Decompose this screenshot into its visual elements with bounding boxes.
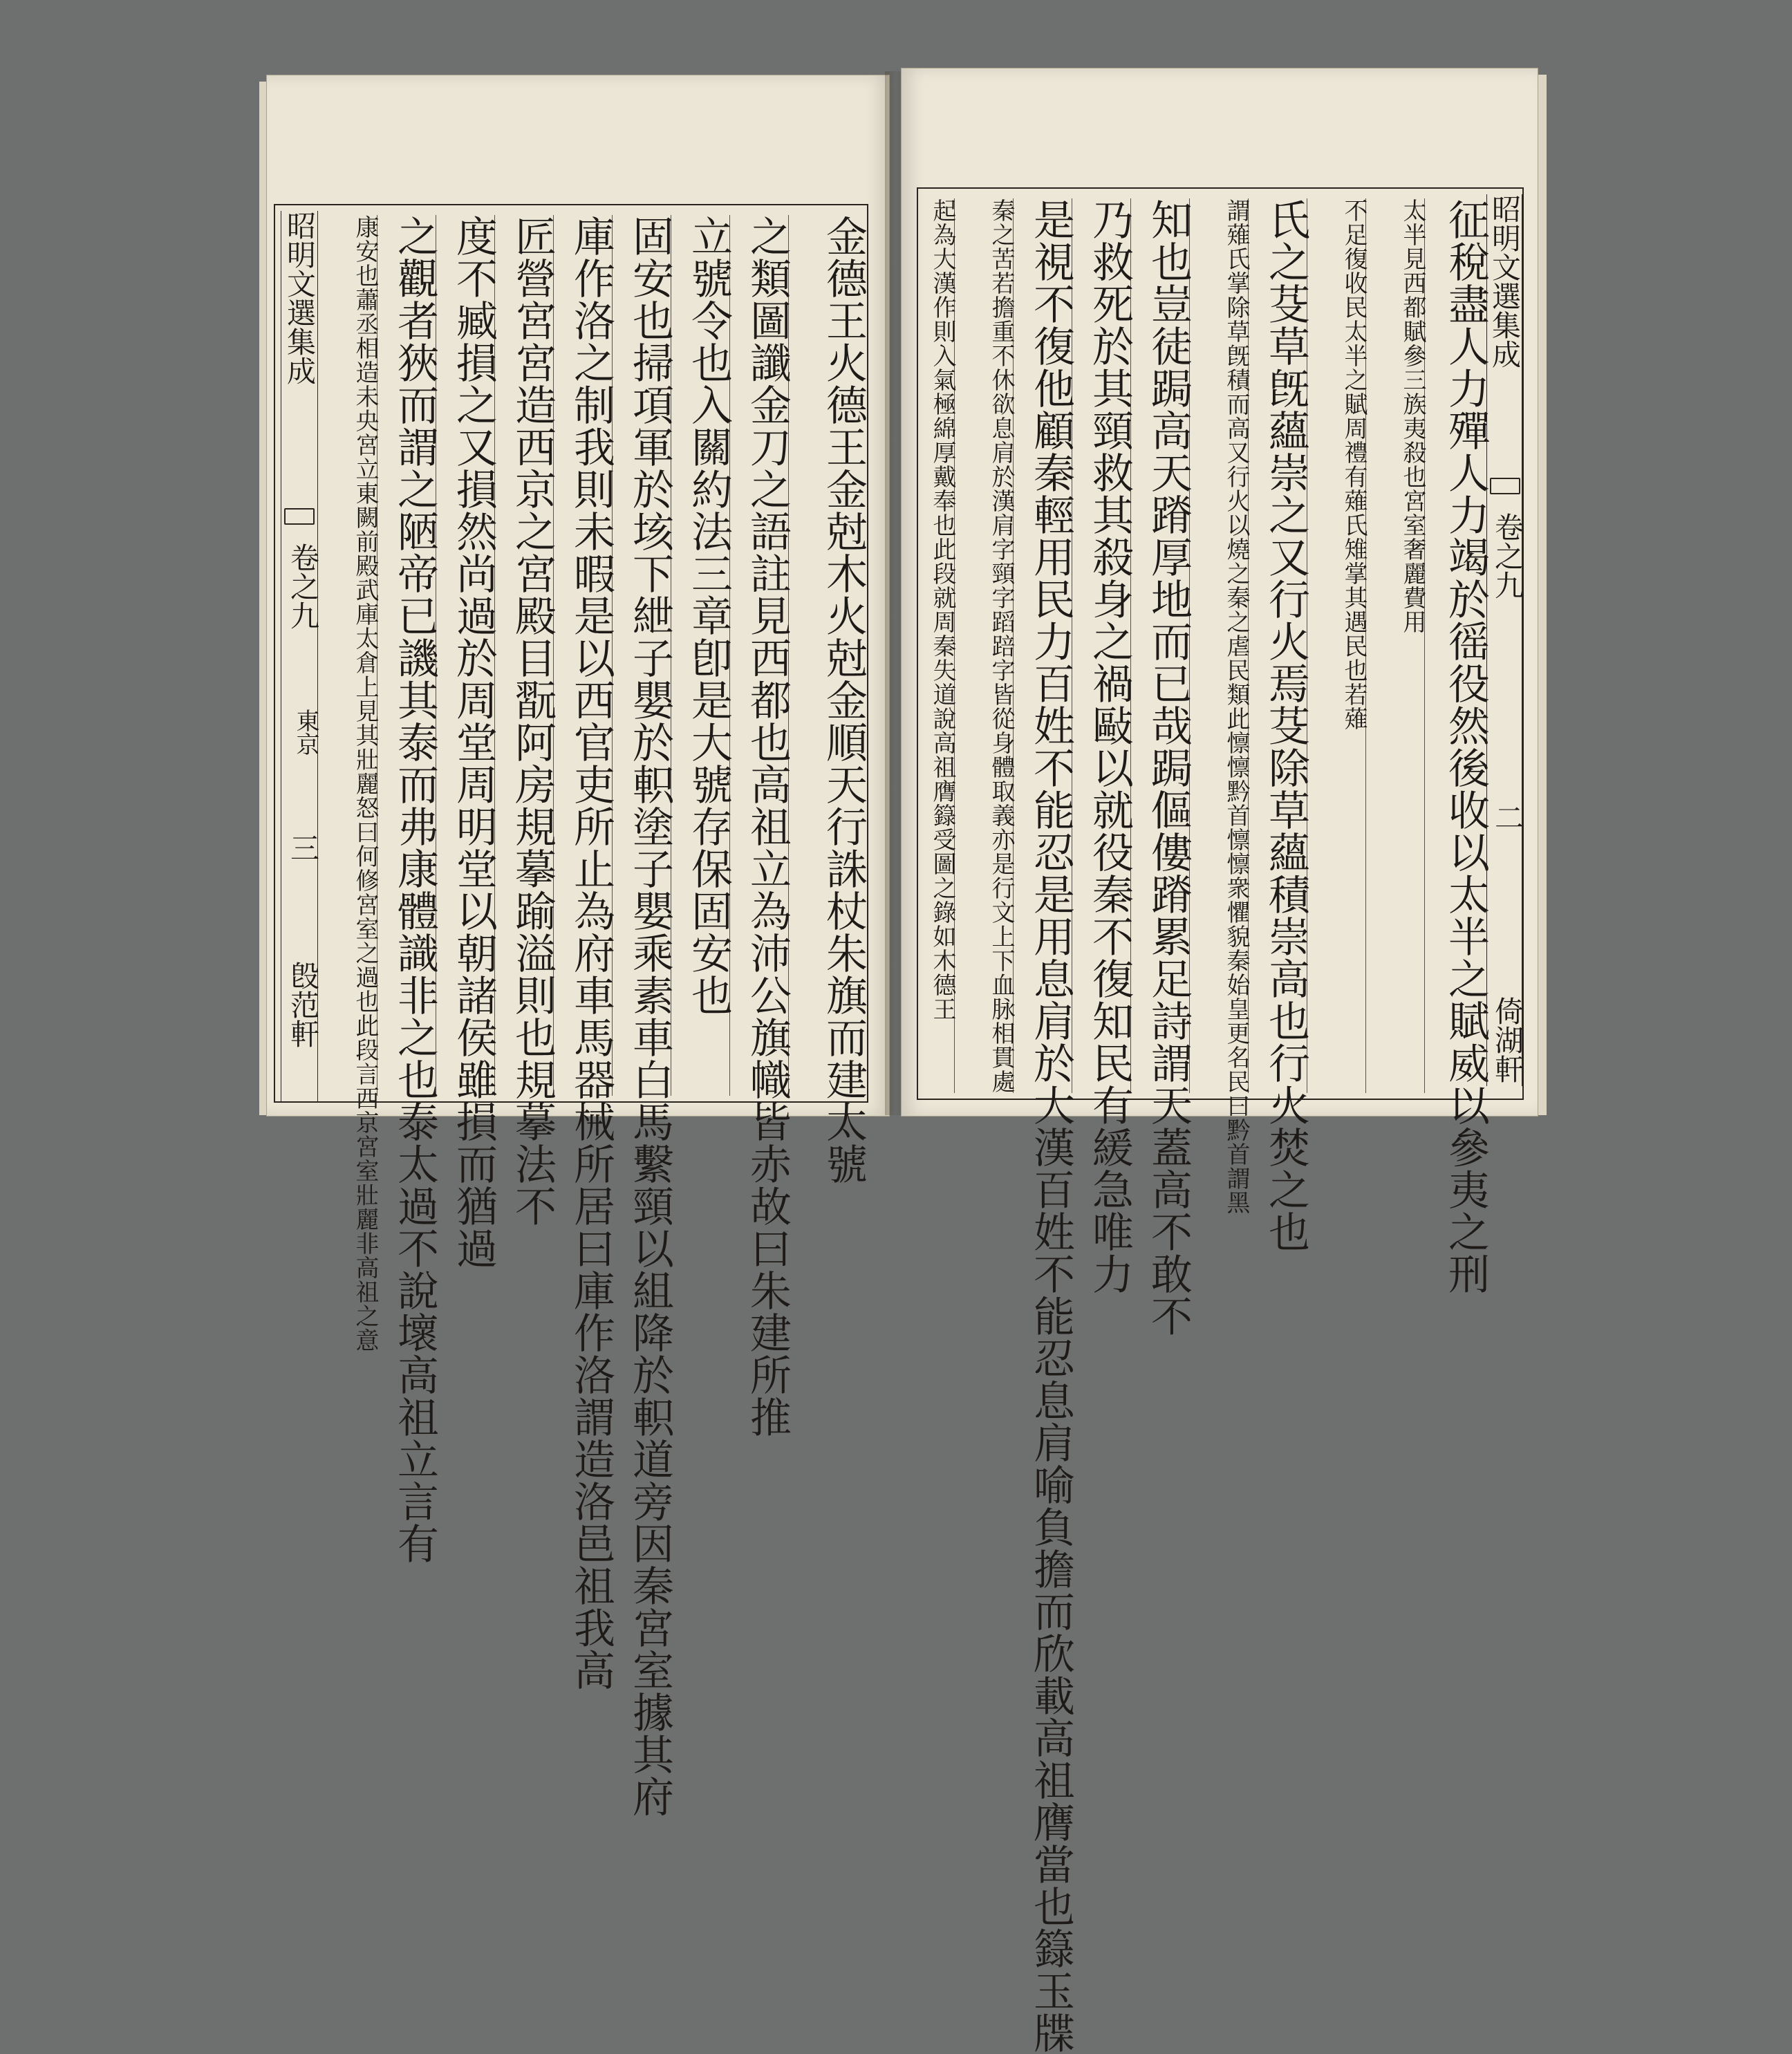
left-column — [494, 215, 557, 1227]
right-page-chapter: 卷之九 — [1491, 512, 1524, 599]
right-page-margin — [1486, 194, 1522, 1086]
right-page-header: 昭明文選集成 — [1488, 194, 1522, 368]
left-column — [612, 215, 674, 1818]
left-column — [377, 215, 439, 1565]
text-column: 起為大漢作則入氣極綿厚戴奉也此段就周秦失道說高祖膺籙受圖之錄如木德王 — [928, 198, 956, 1021]
text-column: 不足復收民太半之賦周禮有薙氏雉掌其遇民也若薙 — [1340, 198, 1368, 731]
text-column: 氏之芟草旣蘊崇之又行火焉芟除草蘊積崇高也行火焚之也 — [1262, 198, 1310, 1253]
fold-mark-icon — [284, 508, 315, 525]
right-page-publisher: 倚湖軒 — [1491, 996, 1524, 1083]
text-column: 庫作洛之制我則未暇是以西官吏所止為府車馬器械所居曰庫作洛謂造洛邑祖我高 — [567, 215, 615, 1691]
text-column: 征稅盡人力殫人力竭於徭役然後收以太半之賦威以參夷之刑 — [1441, 198, 1490, 1295]
right-page — [901, 68, 1538, 2054]
left-column — [553, 215, 615, 1691]
left-page-publisher: 𣪘范軒 — [286, 961, 320, 1048]
right-page-number: 二 — [1491, 803, 1524, 832]
left-page-number: 三 — [286, 833, 320, 862]
fold-mark-icon — [1490, 478, 1520, 494]
left-column — [788, 215, 868, 1185]
text-column: 立號令也入關約法三章卽是大號存保固安也 — [684, 215, 733, 1016]
text-column: 秦之苦若擔重不休欲息肩於漢肩字頸字蹈踣字皆從身體取義亦是行文上下血脉相貫處 — [987, 198, 1015, 1094]
right-column — [1130, 198, 1193, 1337]
right-column — [1424, 198, 1490, 1295]
left-column — [729, 215, 792, 1438]
right-column — [954, 198, 1014, 1093]
text-column: 是視不復他顧秦輕用民力百姓不能忍是用息肩於大漢百姓不能忍息肩喻負擔而欣載高祖膺當也籙玉牒 — [1027, 198, 1075, 2054]
left-page — [266, 75, 890, 1818]
left-page-header: 昭明文選集成 — [283, 211, 317, 385]
right-column — [918, 198, 955, 1093]
left-column — [671, 215, 733, 1096]
right-column — [1072, 198, 1134, 1295]
text-column: 度不臧損之又損然尚過於周堂周明堂以朝諸侯雖損而猶過 — [449, 215, 498, 1269]
left-column — [436, 215, 498, 1269]
right-column — [1307, 198, 1366, 1093]
text-column: 匠營宮宮造西京之宮殿目翫阿房規摹踰溢則也規摹法不 — [508, 215, 557, 1227]
right-column — [1365, 198, 1425, 1093]
text-column: 之類圖讖金刀之語註見西都也高祖立為沛公旗幟皆赤故曰朱建所推 — [743, 215, 792, 1438]
right-column — [1248, 198, 1310, 1253]
left-column — [318, 215, 379, 1352]
text-column: 太半見西都賦參三族夷殺也宮室奢麗費用 — [1399, 198, 1426, 634]
left-page-frame — [274, 204, 868, 1818]
left-page-section: 東京 — [292, 709, 319, 756]
left-page-chapter: 卷之九 — [286, 543, 320, 630]
right-page-frame — [917, 187, 1524, 2054]
right-column — [1189, 198, 1250, 1215]
left-page-margin — [281, 211, 318, 1103]
right-column — [1013, 198, 1075, 2054]
text-column: 之觀者狹而謂之陋帝已譏其泰而弗康體識非之也泰太過不說壞高祖立言有 — [391, 215, 439, 1565]
open-book — [266, 68, 1542, 2054]
text-column: 金德王火德王金尅木火尅金順天行誅杖朱旗而建太號 — [819, 215, 868, 1185]
text-column: 知也豈徒跼高天蹐厚地而已哉跼傴僂蹐累足詩謂天蓋高不敢不 — [1144, 198, 1193, 1337]
text-column: 乃救死於其頸救其殺身之禍敺以就役秦不復知民有緩急唯力 — [1085, 198, 1134, 1295]
text-column: 康安也蕭丞相造未央宮立東闕前殿武庫太倉上見其壯麗怒曰何修宮室之過也此段言西京宮室壯麗非高祖之意 — [351, 215, 379, 1352]
text-column: 謂薙氏掌除草旣積而高又行火以燒之秦之虐民類此懔懔黔首懔懔衆懼貌秦始皇更名民曰黔首謂黑 — [1222, 198, 1250, 1215]
text-column: 固安也掃項軍於垓下紲子嬰於軹塗子嬰乘素車白馬繫頸以組降於軹道旁因秦宮室據其府 — [626, 215, 674, 1818]
